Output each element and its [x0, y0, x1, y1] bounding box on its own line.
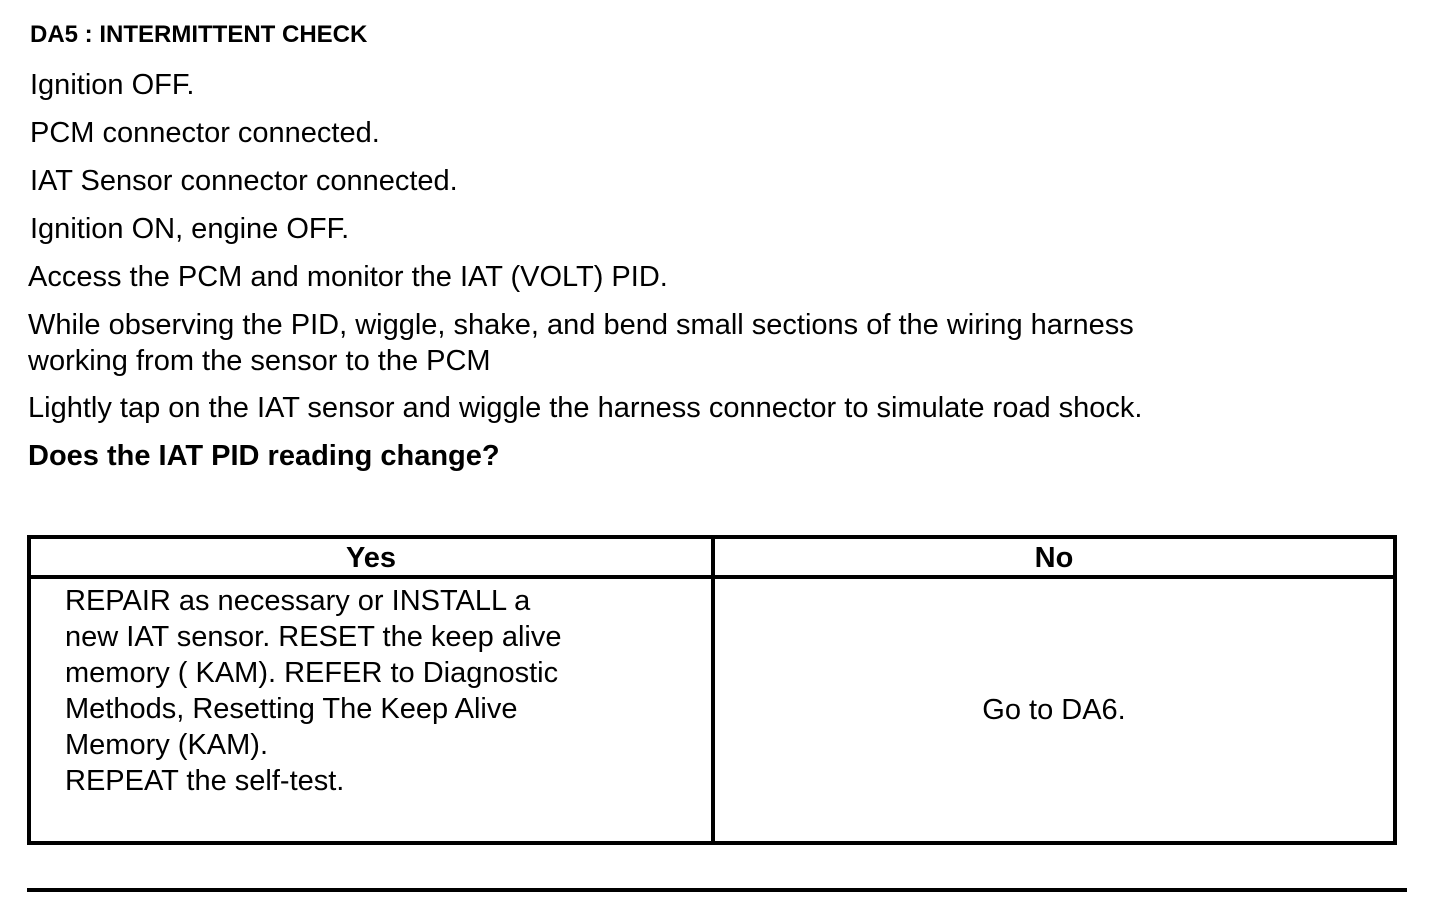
yes-line: Memory (KAM). — [65, 729, 268, 761]
step-tap-sensor: Lightly tap on the IAT sensor and wiggle the harness connector to simulate road shock. — [28, 392, 1143, 424]
yes-line: memory ( KAM). REFER to Diagnostic — [65, 657, 559, 689]
yes-header: Yes — [346, 542, 396, 574]
step-ignition-off: Ignition OFF. — [30, 69, 195, 101]
no-header: No — [1034, 542, 1074, 574]
yes-line: REPEAT the self-test. — [65, 765, 345, 797]
step-wiggle-harness: While observing the PID, wiggle, shake, and bend small sections of the wiring harness — [28, 309, 1134, 341]
result-table — [27, 535, 1397, 845]
section-heading: DA5 : INTERMITTENT CHECK — [30, 21, 368, 48]
step-wiggle-harness-continued: working from the sensor to the PCM — [28, 345, 491, 377]
step-iat-connector: IAT Sensor connector connected. — [30, 165, 458, 197]
no-action-label: Go to DA6. — [982, 694, 1126, 726]
yes-line: REPAIR as necessary or INSTALL a — [65, 585, 531, 617]
step-pcm-connector: PCM connector connected. — [30, 117, 380, 149]
yes-line: Methods, Resetting The Keep Alive — [65, 693, 518, 725]
yes-line: new IAT sensor. RESET the keep alive — [65, 621, 562, 653]
step-access-pcm: Access the PCM and monitor the IAT (VOLT) PID. — [28, 261, 668, 293]
yes-action-text — [65, 583, 561, 799]
step-ignition-on: Ignition ON, engine OFF. — [30, 213, 350, 245]
no-action-text — [715, 579, 1393, 841]
bottom-rule — [27, 888, 1407, 892]
question-text: Does the IAT PID reading change? — [28, 440, 500, 472]
